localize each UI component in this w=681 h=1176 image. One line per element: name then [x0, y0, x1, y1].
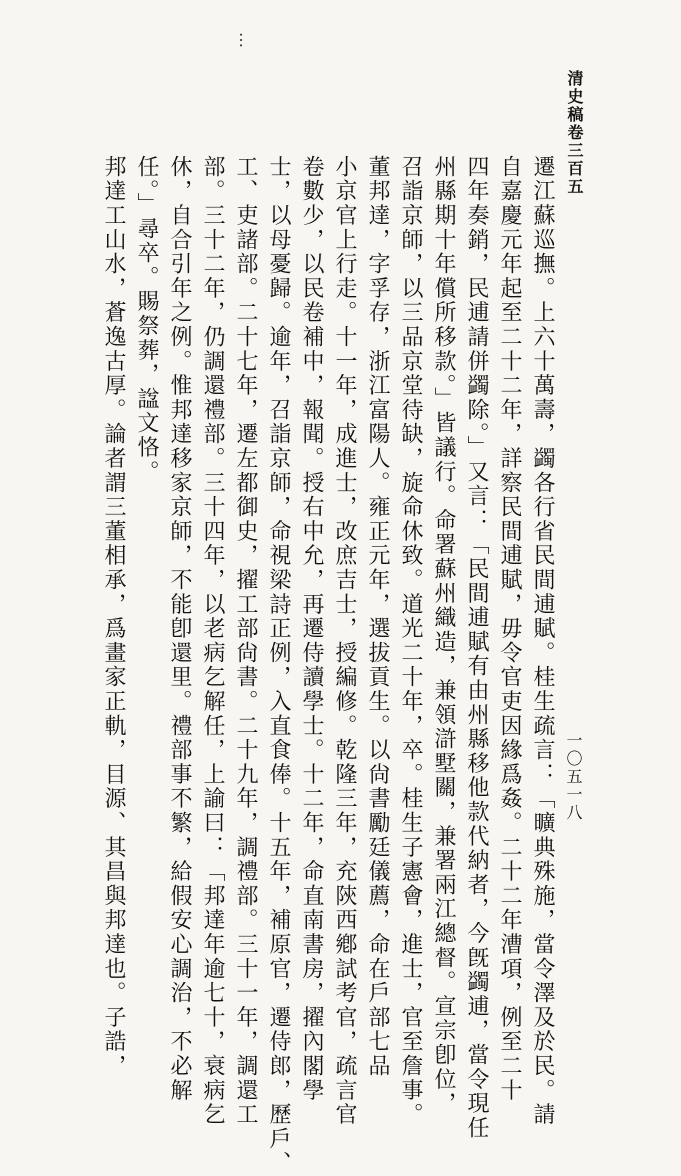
- text-column: 休，自合引年之例。惟邦達移家京師，不能卽還里。禮部事不繁，給假安心調治，不必解: [167, 155, 192, 1103]
- text-column: 遷江蘇巡撫。上六十萬壽，蠲各行省民間逋賦。桂生疏言：「曠典殊施，當令澤及於民。請: [530, 155, 555, 1127]
- text-column: 工、吏諸部。二十七年，遷左都御史，擢工部尙書。二十九年，調禮部。三十一年，調還工: [233, 155, 258, 1127]
- text-column: 召詣京師，以三品京堂待缺，旋命休致。道光二十年，卒。桂生子憲會，進士，官至詹事。: [398, 155, 423, 1127]
- body-text: [100, 155, 555, 1176]
- text-column: 任。」尋卒。賜祭葬，諡文恪。: [134, 155, 159, 485]
- text-column: 小京官上行走。十一年，成進士，改庶吉士，授編修。乾隆三年，充陝西鄕試考官，疏言官: [332, 155, 357, 1127]
- page-number: 一〇五一八: [564, 732, 583, 822]
- text-column: 邦達工山水，蒼逸古厚。論者謂三董相承，爲畫家正軌，目源、其昌與邦達也。子誥，: [101, 155, 126, 1079]
- text-column: 士，以母憂歸。逾年，召詣京師，命視梁詩正例，入直食俸。十五年，補原官，遷侍郎，歷戶、: [266, 155, 291, 1176]
- text-column: 董邦達，字孚存，浙江富陽人。雍正元年，選拔貢生。以尙書勵廷儀薦，命在戶部七品: [365, 155, 390, 1079]
- text-column: 四年奏銷，民逋請併蠲除。」又言：「民間逋賦有由州縣移他款代納者，今旣蠲逋，當令現任: [464, 155, 489, 1141]
- text-column: 自嘉慶元年起至二十二年，詳察民間逋賦，毋令官吏因緣爲姦。二十二年漕項，例至二十: [497, 155, 522, 1103]
- running-header-title: 清史稿卷三百五: [565, 70, 584, 196]
- page-ornament: …: [236, 32, 255, 48]
- text-column: 州縣期十年償所移款。」皆議行。命署蘇州織造，兼領滸墅關，兼署兩江總督。宣宗卽位，: [431, 155, 456, 1116]
- text-column: 卷數少，以民卷補中，報聞。授右中允，再遷侍讀學士。十二年，命直南書房，擢內閣學: [299, 155, 324, 1103]
- text-column: 部。三十二年，仍調還禮部。三十四年，以老病乞解任，上諭曰：「邦達年逾七十，衰病乞: [200, 155, 225, 1127]
